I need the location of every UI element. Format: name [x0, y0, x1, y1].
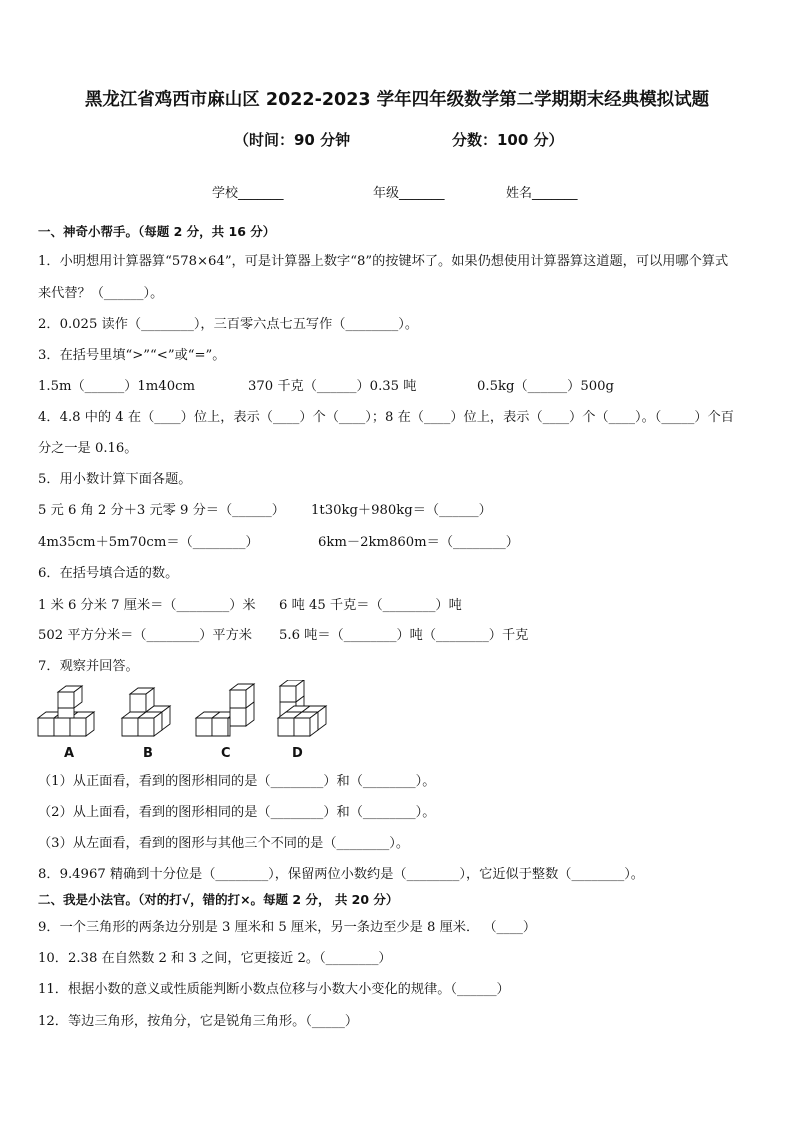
question-7-sub-1: （1）从正面看，看到的图形相同的是（________）和（________）。	[38, 774, 436, 789]
figure-a-cubes	[36, 680, 102, 742]
question-10: 10．2.38 在自然数 2 和 3 之间，它更接近 2。（________）	[38, 951, 392, 966]
question-12: 12．等边三角形，按角分，它是锐角三角形。（_____）	[38, 1014, 359, 1029]
question-9: 9．一个三角形的两条边分别是 3 厘米和 5 厘米，另一条边至少是 8 厘米． （____）	[38, 920, 537, 935]
grade-field: 年级_______	[373, 186, 445, 201]
figure-d-cubes	[276, 680, 332, 742]
question-7-sub-3: （3）从左面看，看到的图形与其他三个不同的是（________）。	[38, 836, 410, 851]
school-field: 学校_______	[212, 186, 284, 201]
question-2: 2．0.025 读作（________），三百零六点七五写作（________）。	[38, 317, 419, 332]
section-heading-2: 二、我是小法官。（对的打√，错的打×。每题 2 分， 共 20 分）	[38, 892, 399, 907]
question-11: 11．根据小数的意义或性质能判断小数点位移与小数大小变化的规律。（______）	[38, 982, 510, 997]
question-1-line-2: 来代替？（______）。	[38, 286, 164, 301]
exam-score: 分数：100 分）	[452, 131, 564, 149]
page-title: 黑龙江省鸡西市麻山区 2022-2023 学年四年级数学第二学期期末经典模拟试题	[84, 90, 710, 110]
name-field: 姓名_______	[506, 186, 578, 201]
question-6-item-c: 502 平方分米＝（________）平方米	[38, 628, 252, 643]
question-5-prompt: 5．用小数计算下面各题。	[38, 472, 192, 487]
question-6-item-d: 5.6 吨＝（________）吨（________）千克	[279, 628, 529, 643]
question-3-item-c: 0.5kg（______）500g	[477, 379, 614, 394]
question-3-item-a: 1.5m（______）1m40cm	[38, 379, 195, 394]
question-3-item-b: 370 千克（______）0.35 吨	[248, 379, 417, 394]
question-5-item-a: 5 元 6 角 2 分＋3 元零 9 分＝（______）	[38, 503, 285, 518]
question-6-prompt: 6．在括号填合适的数。	[38, 566, 179, 581]
figure-c-cubes	[194, 680, 260, 742]
question-7-sub-2: （2）从上面看，看到的图形相同的是（________）和（________）。	[38, 805, 436, 820]
figure-b-cubes	[120, 680, 180, 742]
exam-time: （时间：90 分钟	[234, 131, 351, 149]
question-6-item-a: 1 米 6 分米 7 厘米＝（________）米	[38, 598, 256, 613]
question-3-prompt: 3．在括号里填“>”“<”或“=”。	[38, 348, 226, 363]
question-5-item-b: 1t30kg＋980kg＝（______）	[311, 503, 492, 518]
figure-label-d: D	[292, 746, 303, 761]
question-6-item-b: 6 吨 45 千克＝（________）吨	[279, 598, 462, 613]
figure-label-c: C	[221, 746, 231, 761]
figure-label-a: A	[64, 746, 75, 761]
section-heading-1: 一、神奇小帮手。（每题 2 分，共 16 分）	[38, 224, 276, 239]
question-4-line-1: 4．4.8 中的 4 在（____）位上，表示（____）个（____）；8 在（____）位上，表示（____）个（____）。（_____）个百	[38, 410, 734, 425]
question-4-line-2: 分之一是 0.16。	[38, 441, 138, 456]
question-8: 8．9.4967 精确到十分位是（________），保留两位小数约是（________），它近似于整数（________）。	[38, 867, 644, 882]
question-7-prompt: 7．观察并回答。	[38, 659, 139, 674]
question-5-item-d: 6km－2km860m＝（________）	[318, 535, 519, 550]
question-5-item-c: 4m35cm＋5m70cm＝（________）	[38, 535, 259, 550]
figure-label-b: B	[143, 746, 153, 761]
question-1-line-1: 1．小明想用计算器算“578×64”，可是计算器上数字“8”的按键坏了。如果仍想使用计算器算这道题，可以用哪个算式	[38, 254, 729, 269]
